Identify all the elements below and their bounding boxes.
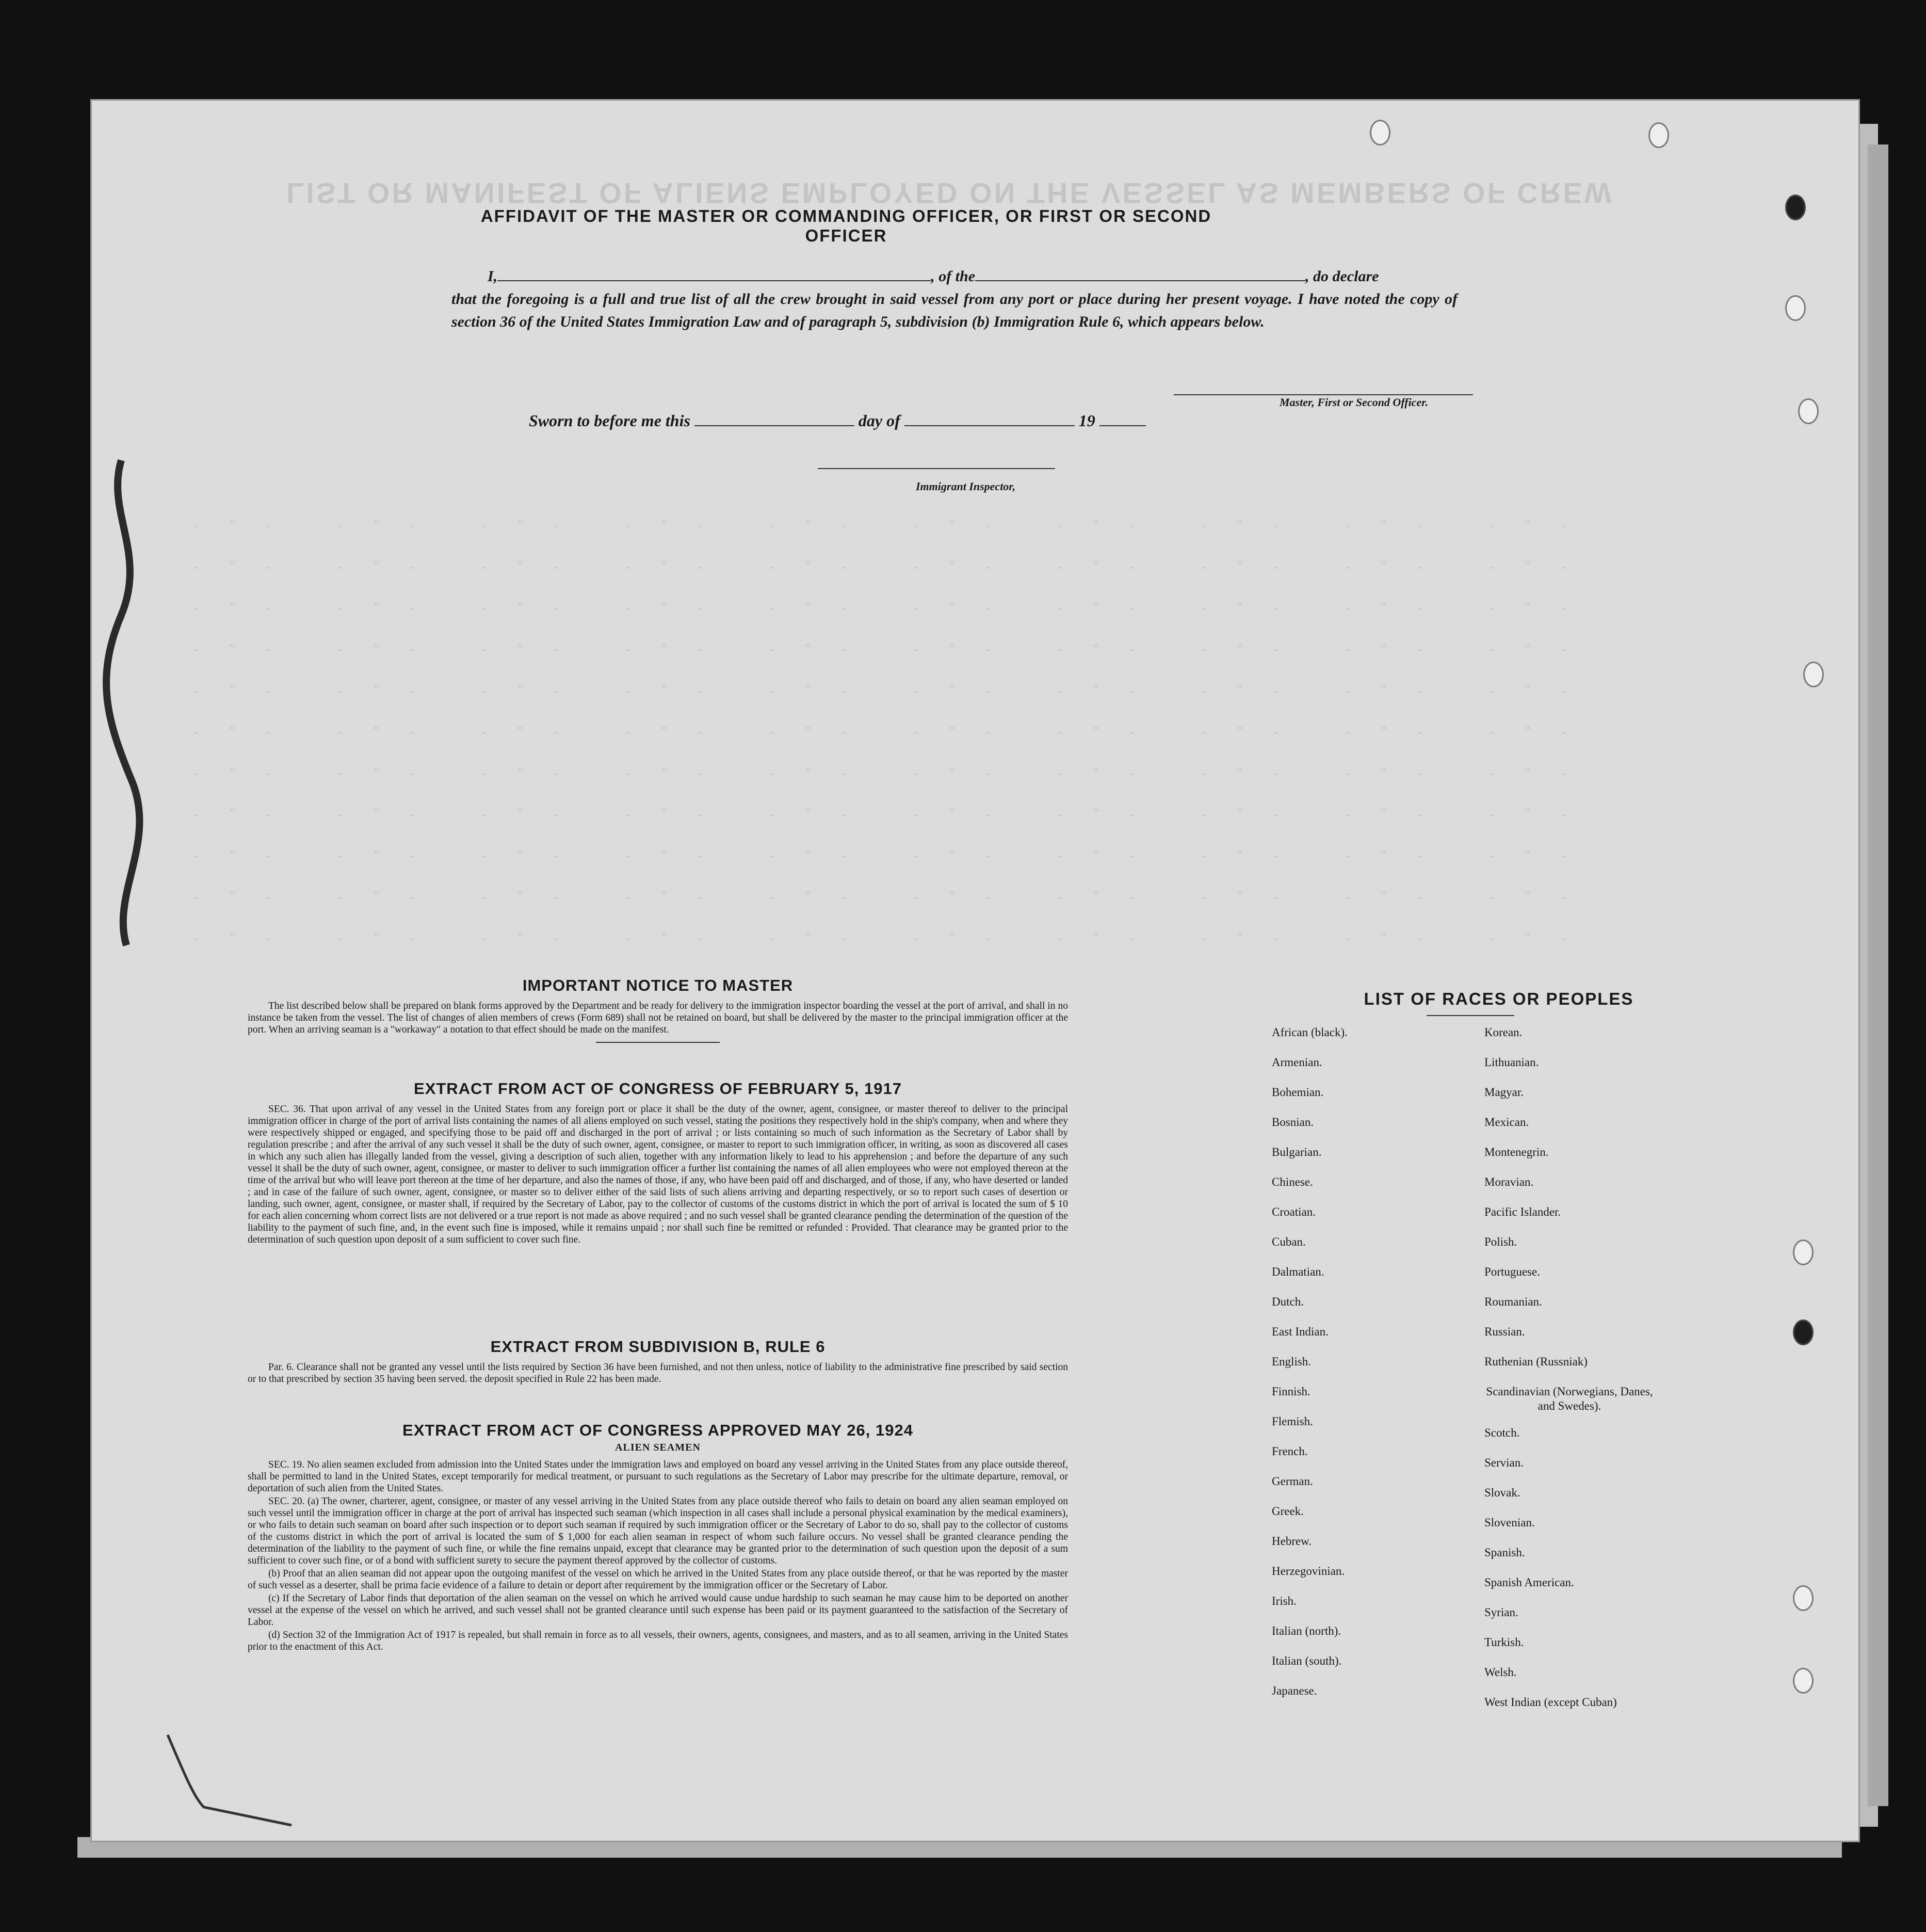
races-right-column [1484,1025,1701,1725]
race-item: Scotch. [1484,1426,1520,1439]
extract-1917-text: SEC. 36. That upon arrival of any vessel in the United States from any foreign port or place it shall be the duty of the owner, agent, consignee, or master thereof to deliver to the principal immigration officer in charge of the port of arrival lists containing the names of all aliens employed on such vessel, stating the positions they respectively hold in the ship's company, when and where they were respectively shipped or engaged, and specifying those to be paid off and discharged in the port of arrival ; or lists containing so much of such information as the Secretary of Labor shall by regulation prescribe ; and after the arrival of any such vessel it shall be the duty of such owner, agent, consignee, or master to report to such immigration officer, in writing, as soon as discovered all cases in which any such alien has illegally landed from the vessel, giving a description of such alien, together with any information likely to lead to his apprehension ; and before the departure of any such vessel it shall be the duty of such owner, agent, consignee, or master to deliver to such immigration officer a further list containing the names of all alien employees who were not employed thereon at the time of the arrival but who will leave port thereon at the time of her departure, and also the names of those, if any, who have been paid off and discharged, and of those, if any, who have deserted or landed ; and in case of the failure of such owner, agent, consignee, or master so to deliver either of the said lists of such aliens arriving and departing respectively, or so to report such cases of desertion or landing, such owner, agent, consignee, or master shall, if required by the Secretary of Labor, pay to the collector of customs of the customs district in which the port of arrival is located the sum of $ 10 for each alien concerning whom correct lists are not delivered or a true report is not made as above required ; and no such vessel shall be granted clearance pending the determination of the question of the liability to the payment of such fine, and, in the event such fine is imposed, while it remains unpaid ; nor shall such fine be remitted or refunded : Provided. That clearance may be granted prior to the determination of such question upon deposit of a sum sufficient to cover such fine. [248,1104,1068,1245]
race-item: Cuban. [1272,1235,1306,1248]
race-item: Dutch. [1272,1295,1304,1308]
affidavit-declaration-line [451,265,1458,288]
race-item: Bosnian. [1272,1116,1314,1129]
sworn-statement [529,411,1146,430]
section-divider [596,1042,720,1043]
extract-1924-title: EXTRACT FROM ACT OF CONGRESS APPROVED MAY 26, 1924 [402,1421,913,1439]
punch-hole [1793,1668,1814,1694]
bleed-through-row: -"- -"- -"- -"- -"- -"- -"- -"- -"- -"- [193,847,1598,864]
punch-hole [1648,122,1669,148]
race-item: Syrian. [1484,1606,1518,1619]
affidavit-title: AFFIDAVIT OF THE MASTER OR COMMANDING OFFICER, OR FIRST OR SECOND OFFICER [480,206,1212,245]
notice-title: IMPORTANT NOTICE TO MASTER [522,976,794,994]
sworn-day-of: day of [858,411,900,430]
race-item: Spanish. [1484,1546,1525,1559]
officer-name-field[interactable] [497,280,931,281]
extract-1924-subtitle: ALIEN SEAMEN [615,1442,701,1453]
handwritten-stroke-bottom [163,1730,297,1828]
race-item: Hebrew. [1272,1535,1312,1548]
race-item: Pacific Islander. [1484,1205,1561,1218]
race-item: Finnish. [1272,1385,1310,1398]
notice-section [248,976,1068,1043]
race-item: Armenian. [1272,1056,1322,1069]
race-item: African (black). [1272,1026,1348,1039]
race-item: Dalmatian. [1272,1265,1324,1278]
race-item: Japanese. [1272,1684,1317,1697]
bleed-through-title: LIST OR MANIFEST OF ALIENS EMPLOYED ON THE VESSEL AS MEMBERS OF CREW [286,177,1614,210]
bleed-through-row: -"- -"- -"- -"- -"- -"- -"- -"- -"- -"- [193,517,1598,534]
race-item: Roumanian. [1484,1295,1542,1308]
bleed-through-row: -"- -"- -"- -"- -"- -"- -"- -"- -"- -"- [193,641,1598,658]
extract-1924-sec20c: (c) If the Secretary of Labor finds that deportation of the alien seaman on the vessel on which he arrived would cause undue hardship to such seaman he may cause him to be deported on another vessel at the expense of the vessel on which he arrived, and such vessel shall not be granted clearance until such expense has been paid or its payment guaranteed to the satisfaction of the Secretary of Labor. [248,1593,1068,1628]
affidavit-do-declare: , do declare [1305,268,1379,285]
race-item: Portuguese. [1484,1265,1540,1278]
race-item: Magyar. [1484,1086,1524,1099]
extract-rule6-section [248,1338,1068,1385]
master-signature-label: Master, First or Second Officer. [1280,396,1429,409]
extract-1924-sec20d: (d) Section 32 of the Immigration Act of 1917 is repealed, but shall remain in force as to all vessels, their owners, agents, consignees, and masters, and as to all seamen, arriving in the United States prior to the enactment of this Act. [248,1630,1068,1652]
punch-hole [1793,1239,1814,1265]
race-item: Spanish American. [1484,1576,1574,1589]
race-item: East Indian. [1272,1325,1329,1338]
bleed-through-row: -"- -"- -"- -"- -"- -"- -"- -"- -"- -"- [193,723,1598,740]
race-item: Croatian. [1272,1205,1316,1218]
race-item: Italian (south). [1272,1654,1342,1667]
race-item: Lithuanian. [1484,1056,1539,1069]
affidavit-body [451,265,1458,333]
sworn-month-field[interactable] [904,425,1075,426]
race-item: Italian (north). [1272,1624,1341,1637]
extract-1924-sec20a: SEC. 20. (a) The owner, charterer, agent, consignee, or master of any vessel arriving in the United States from any place outside thereof who fails to detain on board any alien seaman employed on such vessel until the immigration officer in charge at the port of arrival has inspected such seaman (which inspection in all cases shall include a personal physical examination by the medical examiners), or who fails to detain such seaman on board after such inspection or to deport such seaman if required by such immigration officer or the Secretary of Labor to do so, shall pay to the collector of customs of the customs district in which the port of arrival is located the sum of $ 1,000 for each alien seaman in respect of whom such failure occurs. No vessel shall be granted clearance pending the determination of the liability to the payment of such fine, or while the fine remains unpaid, except that clearance may be granted prior to the determination of such question upon the deposit of a sum sufficient to cover such fine, or of a bond with sufficient surety to secure the payment thereof approved by the collector of customs. [248,1496,1068,1566]
punch-hole [1785,295,1806,321]
inspector-signature-label: Immigrant Inspector, [916,480,1016,493]
punch-hole [1793,1585,1814,1611]
sworn-year-prefix: 19 [1078,411,1095,430]
punch-hole [1803,662,1824,687]
inspector-signature-line[interactable] [818,468,1055,469]
extract-1924-section [248,1421,1068,1653]
bleed-through-row: -"- -"- -"- -"- -"- -"- -"- -"- -"- -"- [193,806,1598,823]
punch-hole [1370,120,1390,146]
races-divider [1427,1015,1514,1016]
extract-1924-sec19: SEC. 19. No alien seamen excluded from admission into the United States under the immigration laws and employed on board any vessel arriving in the United States from any place outside thereof, shall be permitted to land in the United States, except temporarily for medical treatment, or pursuant to such regulations as the Secretary of Labor may prescribe for the ultimate departure, removal, or deportation of such alien from the United States. [248,1459,1068,1494]
extract-rule6-text: Par. 6. Clearance shall not be granted any vessel until the lists required by Section 36 have been furnished, and not then unless, notice of liability to the administrative fine prescribed by said section or to that prescribed by section 35 having been served. the deposit specified in Rule 22 has been made. [248,1362,1068,1384]
race-item: Slovenian. [1484,1516,1535,1529]
extract-rule6-title: EXTRACT FROM SUBDIVISION B, RULE 6 [490,1338,826,1356]
affidavit-of-the: , of the [931,268,976,285]
race-item: Welsh. [1484,1666,1517,1679]
races-title: LIST OF RACES OR PEOPLES [1364,989,1634,1008]
punch-hole [1798,398,1819,424]
bleed-through-row: -"- -"- -"- -"- -"- -"- -"- -"- -"- -"- [193,930,1598,947]
race-item: Polish. [1484,1235,1517,1248]
race-item: Turkish. [1484,1636,1524,1649]
race-item: Irish. [1272,1595,1297,1607]
race-item: English. [1272,1355,1312,1368]
handwritten-mark-left [90,450,163,956]
bleed-through-row: -"- -"- -"- -"- -"- -"- -"- -"- -"- -"- [193,889,1598,906]
manifest-page [90,99,1860,1842]
race-item: Ruthenian (Russniak) [1484,1355,1588,1368]
extract-1917-section [248,1080,1068,1246]
race-item: German. [1272,1475,1313,1488]
bleed-through-row: -"- -"- -"- -"- -"- -"- -"- -"- -"- -"- [193,682,1598,699]
race-item: Scandinavian (Norwegians, Danes, and Swedes). [1486,1385,1653,1412]
bleed-through-row: -"- -"- -"- -"- -"- -"- -"- -"- -"- -"- [193,558,1598,575]
notice-text: The list described below shall be prepared on blank forms approved by the Department and be ready for delivery to the immigration inspector boarding the vessel at the port of arrival, and shall in no instance be taken from the vessel. The list of changes of alien members of crews (Form 689) shall not be retained on board, but shall be delivered by the master to the principal immigration officer at the port. When an arriving seaman is a "workaway" a notation to that effect should be made on the manifest. [248,1001,1068,1035]
race-item: Flemish. [1272,1415,1313,1428]
race-item: Herzegovinian. [1272,1565,1345,1577]
sworn-prefix: Sworn to before me this [529,411,690,430]
race-item: Chinese. [1272,1176,1313,1188]
race-item: Montenegrin. [1484,1146,1549,1158]
race-item: Moravian. [1484,1176,1534,1188]
bleed-through-row: -"- -"- -"- -"- -"- -"- -"- -"- -"- -"- [193,765,1598,782]
race-item: Russian. [1484,1325,1525,1338]
back-sheet-edge-2 [1868,144,1888,1806]
extract-1924-sec20b: (b) Proof that an alien seaman did not appear upon the outgoing manifest of the vessel on which he arrived in the United States from any place outside thereof, or that he was reported by the master of such vessel as a deserter, shall be prima facie evidence of a failure to detain or deport after requirement by the immigration officer or the Secretary of Labor. [248,1568,1068,1591]
extract-1917-title: EXTRACT FROM ACT OF CONGRESS OF FEBRUARY 5, 1917 [414,1080,902,1098]
master-signature-line[interactable] [1174,394,1473,395]
punch-hole [1793,1319,1814,1345]
race-item: Bulgarian. [1272,1146,1322,1158]
punch-hole [1785,195,1806,220]
race-item: West Indian (except Cuban) [1484,1696,1617,1709]
race-item: Mexican. [1484,1116,1529,1129]
vessel-name-field[interactable] [975,280,1305,281]
race-item: Bohemian. [1272,1086,1324,1099]
affidavit-i: I, [488,268,498,285]
affidavit-statement: that the foregoing is a full and true list of all the crew brought in said vessel from any port or place during her present voyage. I have noted the copy of section 36 of the United States Immigration Law and of paragraph 5, subdivision (b) Immigration Rule 6, which appears below. [451,291,1458,330]
bleed-through-row: -"- -"- -"- -"- -"- -"- -"- -"- -"- -"- [193,600,1598,617]
races-left-column [1272,1025,1488,1714]
race-item: French. [1272,1445,1308,1458]
race-item: Korean. [1484,1026,1523,1039]
sworn-year-field[interactable] [1099,425,1146,426]
race-item: Greek. [1272,1505,1304,1518]
race-item: Servian. [1484,1456,1524,1469]
sworn-day-field[interactable] [694,425,854,426]
race-item: Slovak. [1484,1486,1520,1499]
